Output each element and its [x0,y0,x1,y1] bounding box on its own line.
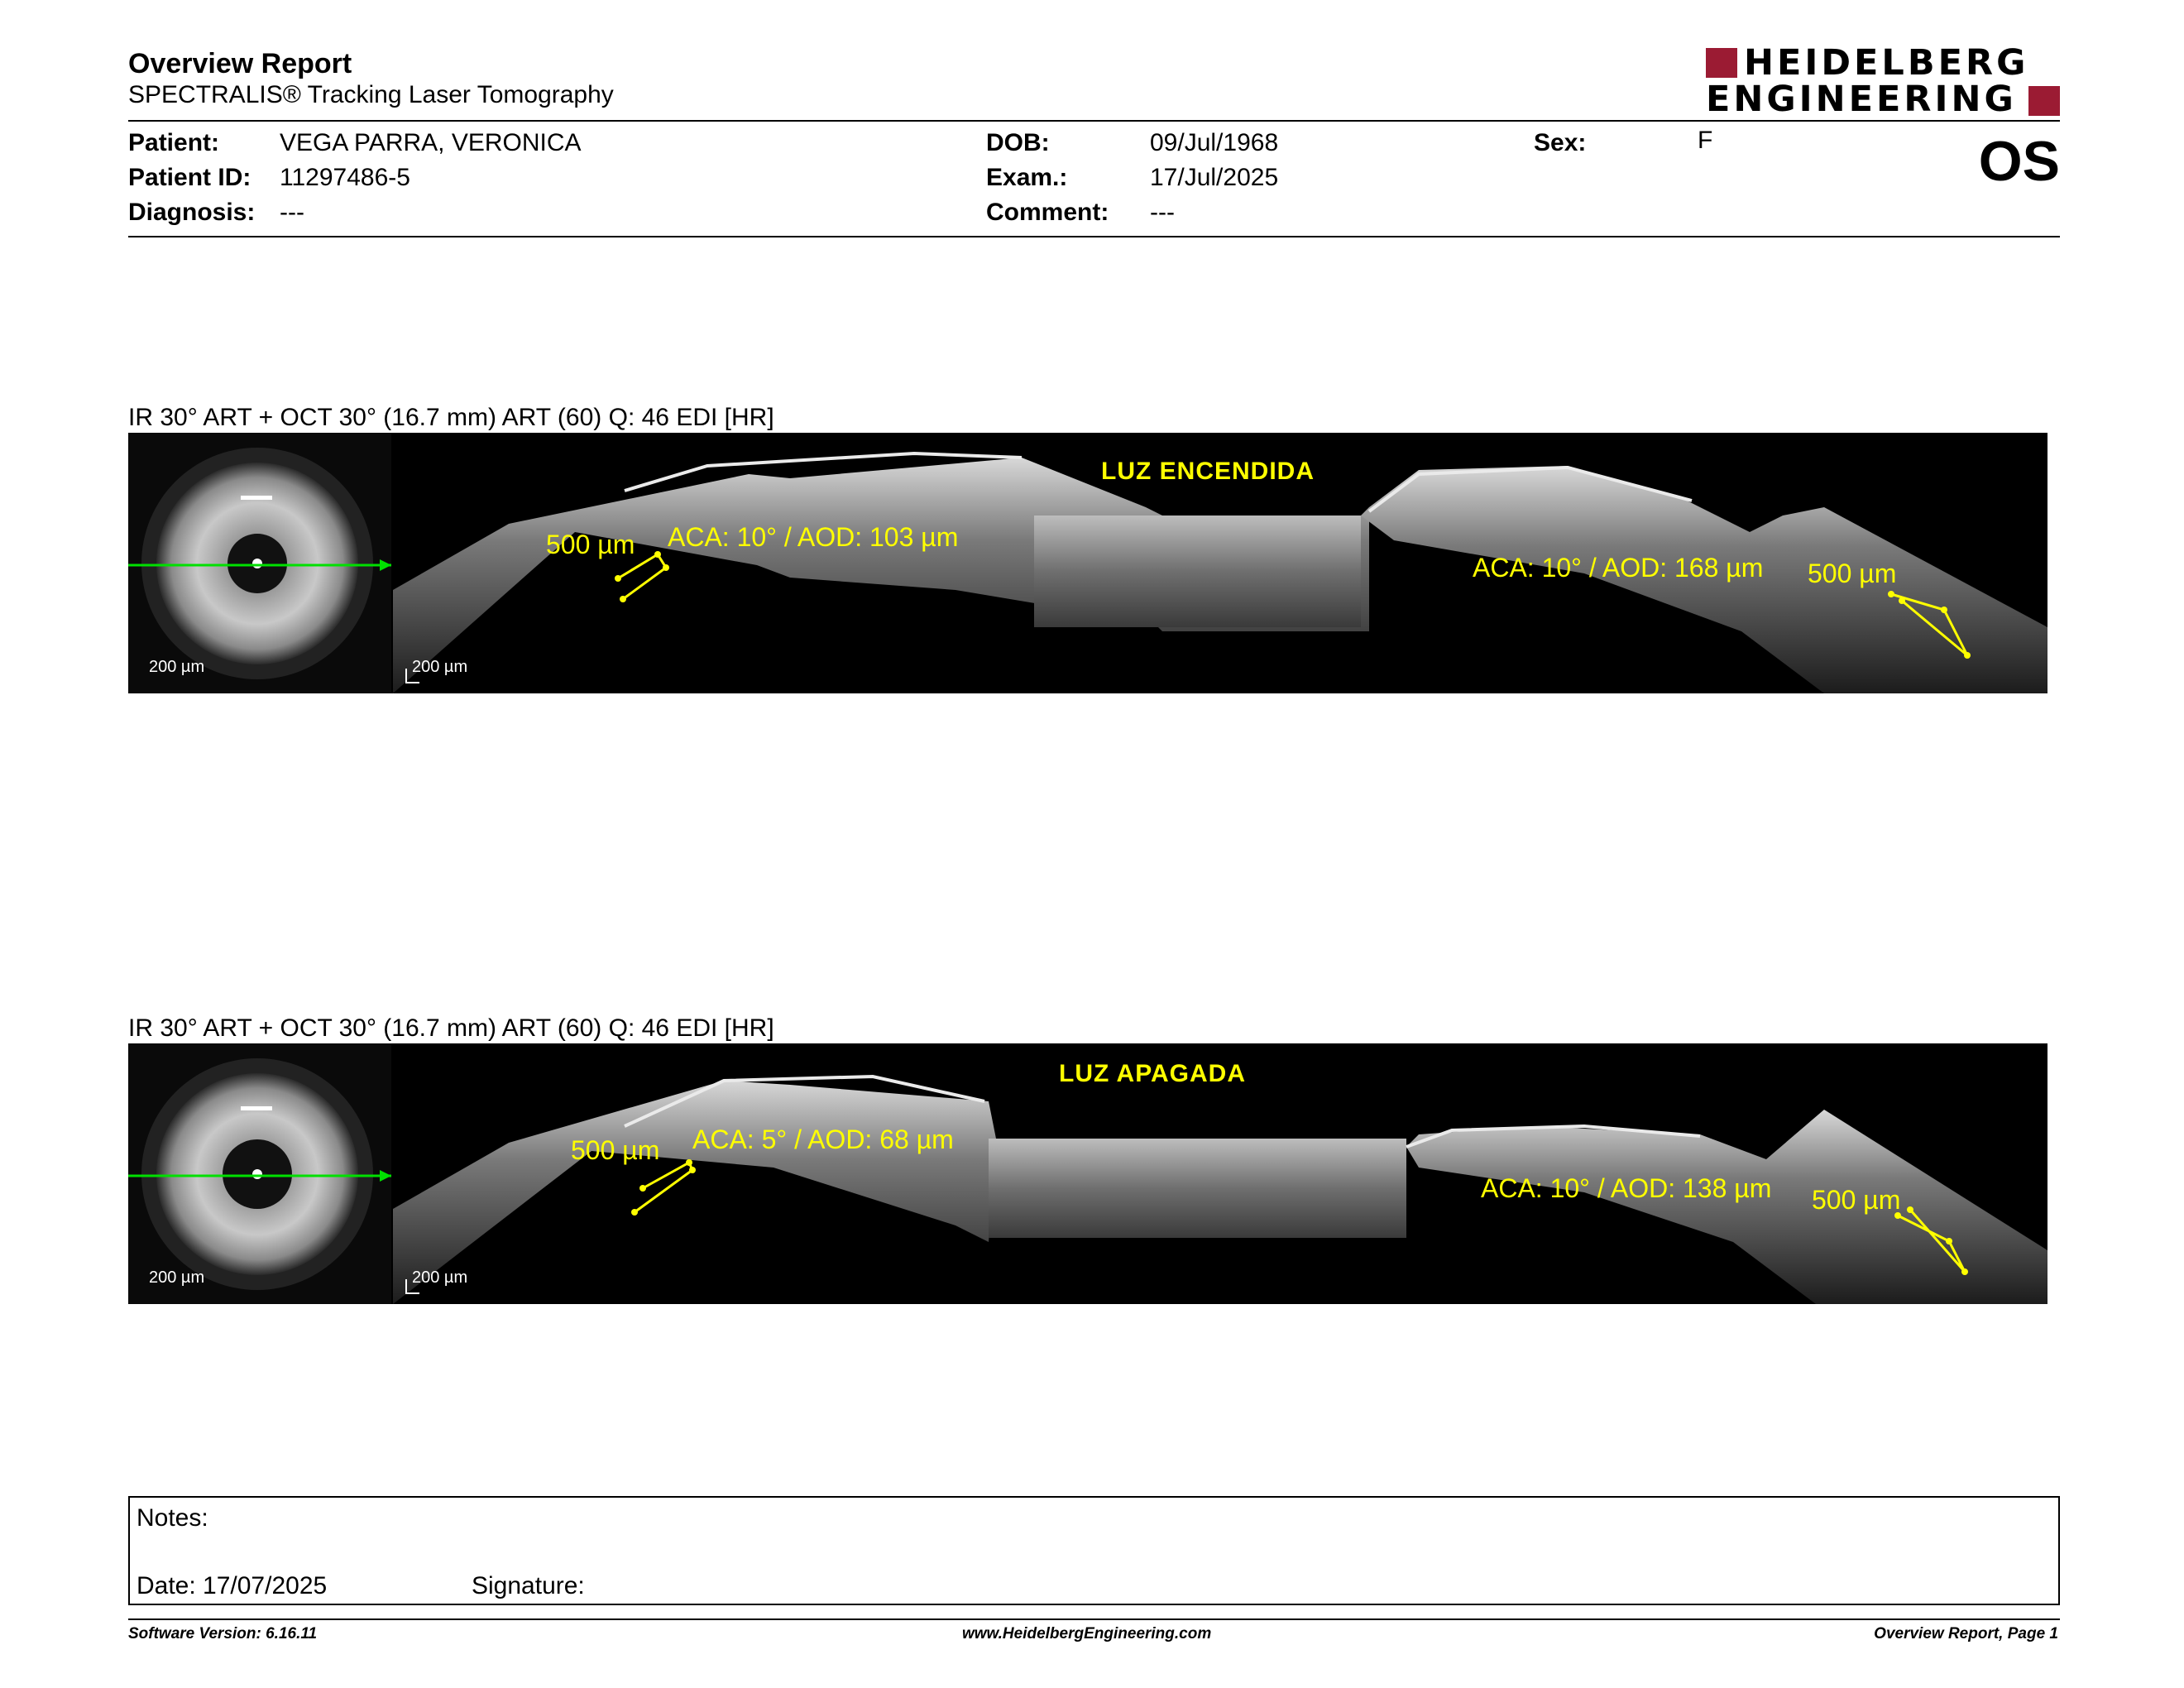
aod-left-point-c-2 [689,1167,696,1173]
aod-right-point-a [1888,591,1894,597]
sex-label: Sex: [1534,129,1587,156]
comment-value: --- [1150,199,1175,226]
aod-right-point-b [1941,607,1947,613]
oct-lens-2 [989,1139,1406,1238]
signature-label: Signature: [472,1572,585,1599]
patient-value: VEGA PARRA, VERONICA [280,129,582,156]
pupil-reflex [252,559,262,568]
panel-title-2: LUZ APAGADA [1059,1060,1246,1087]
aod-left-point-a [615,575,621,582]
logo-line-2: ENGINEERING [1706,79,2017,120]
pupil-reflex-2 [252,1169,262,1179]
oct-panel-1 [128,433,2048,693]
right-measurement-1: ACA: 10° / AOD: 168 µm [1473,553,1764,583]
exam-value: 17/Jul/2025 [1150,164,1279,191]
aod-left-point-b [654,551,661,558]
date-label: Date: 17/07/2025 [136,1572,328,1599]
ir-scale-label-1: 200 µm [149,658,205,676]
right-measurement-2: ACA: 10° / AOD: 138 µm [1481,1173,1772,1203]
aod-left-point-c [663,564,669,571]
logo-line-1: HEIDELBERG [1744,42,2029,84]
comment-label: Comment: [986,199,1109,226]
aod-left-lines [618,554,666,599]
page-number: Overview Report, Page 1 [1874,1625,2058,1642]
website-link[interactable]: www.HeidelbergEngineering.com [962,1625,1212,1642]
ir-scale-label-2: 200 µm [149,1268,205,1287]
aod-left-point-d [620,596,626,602]
logo-square-bottom [2028,86,2060,116]
aod-right-point-c [1964,652,1971,659]
header-rule-top [128,120,2060,122]
left-measurement-2: ACA: 5° / AOD: 68 µm [692,1125,954,1154]
oct-tissue-left-2 [393,1081,997,1304]
scan-caption-1: IR 30° ART + OCT 30° (16.7 mm) ART (60) Q: 46 EDI [HR] [128,404,774,431]
right-scale-label-2: 500 µm [1812,1185,1901,1215]
dob-value: 09/Jul/1968 [1150,129,1279,156]
diagnosis-value: --- [280,199,304,226]
oct-scale-label-1: 200 µm [412,658,468,676]
ir-reflex-mark [241,496,272,500]
heidelberg-logo [1706,42,2060,120]
panel-title-1: LUZ ENCENDIDA [1101,458,1315,485]
patient-label: Patient: [128,129,220,156]
ir-reflex-mark-2 [241,1106,272,1110]
oct-tissue-right-2 [1406,1110,2048,1304]
aod-right-point-c-2 [1961,1268,1968,1275]
left-measurement-1: ACA: 10° / AOD: 103 µm [668,522,959,552]
patient-id-label: Patient ID: [128,164,251,191]
oct-scale-label-2: 200 µm [412,1268,468,1287]
scan-caption-2: IR 30° ART + OCT 30° (16.7 mm) ART (60) Q: 46 EDI [HR] [128,1014,774,1042]
left-scale-label-1: 500 µm [546,530,635,559]
report-title: Overview Report [128,48,352,79]
header-rule-bottom [128,236,2060,237]
software-version: Software Version: 6.16.11 [128,1625,318,1642]
notes-label: Notes: [136,1504,208,1532]
oct-panel-2 [128,1043,2048,1304]
oct-lens [1034,516,1361,627]
dob-label: DOB: [986,129,1050,156]
notes-box [128,1496,2060,1605]
aod-right-point-b-2 [1946,1238,1952,1244]
aod-left-point-b-2 [686,1159,692,1166]
footer-rule [128,1618,2060,1620]
report-subtitle: SPECTRALIS® Tracking Laser Tomography [128,81,614,108]
left-scale-label-2: 500 µm [571,1135,660,1165]
aod-right-point-d-2 [1907,1206,1913,1213]
eye-laterality: OS [1978,130,2060,193]
exam-label: Exam.: [986,164,1068,191]
right-scale-label-1: 500 µm [1808,559,1897,588]
patient-id-value: 11297486-5 [280,164,410,191]
diagnosis-label: Diagnosis: [128,199,256,226]
aod-left-point-d-2 [631,1209,638,1216]
logo-square-top [1706,48,1737,78]
aod-right-point-d [1899,597,1905,604]
aod-left-point-a-2 [639,1185,646,1192]
sex-value: F [1698,127,1713,154]
